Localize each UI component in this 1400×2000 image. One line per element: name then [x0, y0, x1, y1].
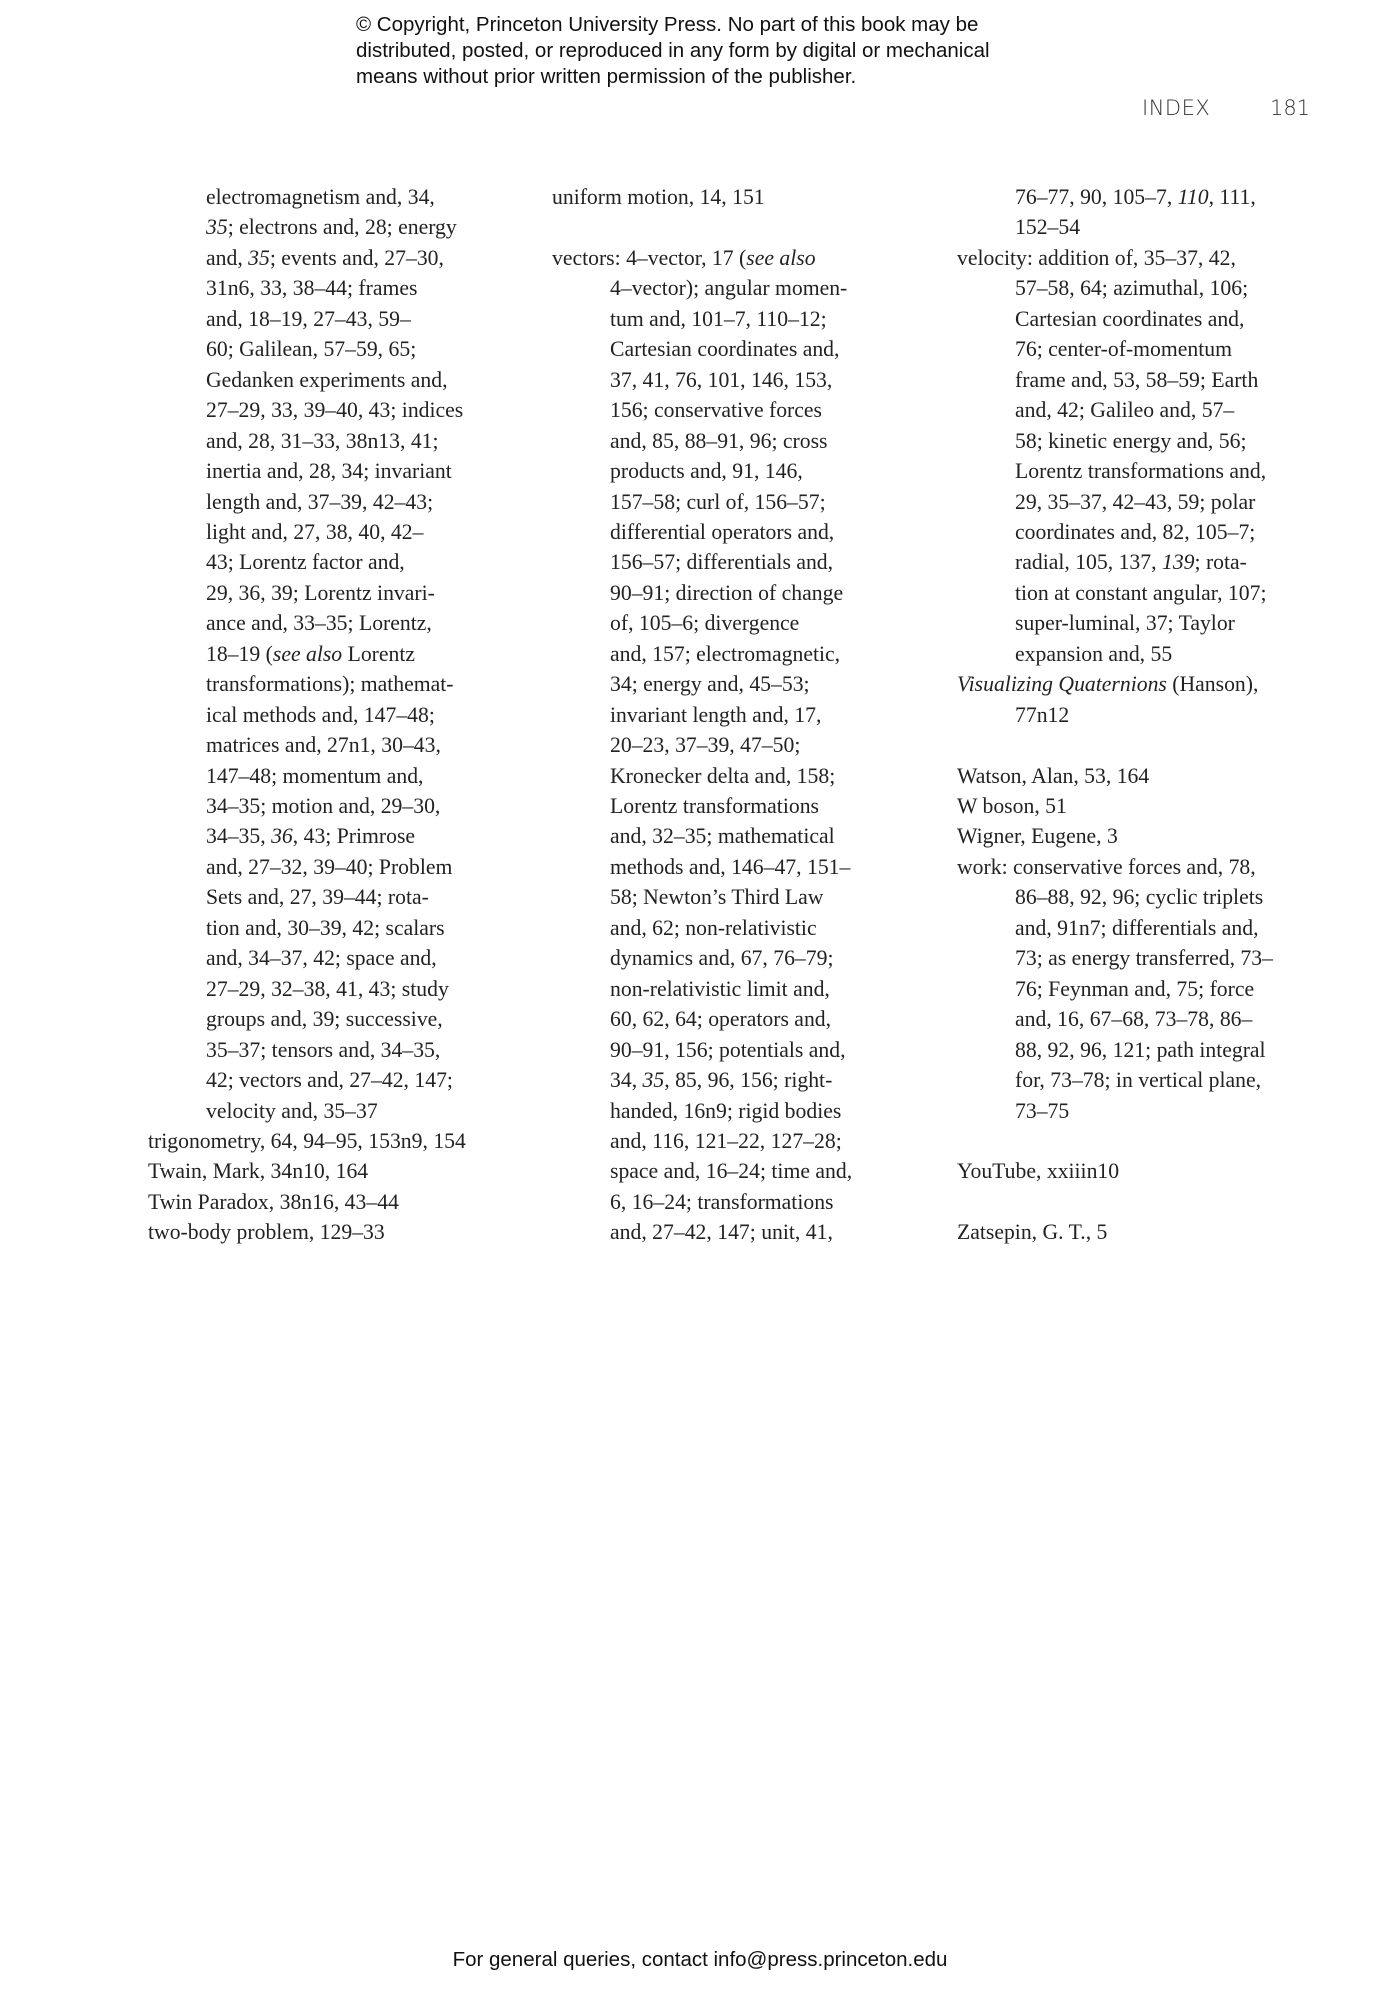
- index-subentry-line: [1015, 182, 1256, 212]
- index-subentry-line: [1015, 395, 1234, 425]
- index-subentry-line: [610, 669, 810, 699]
- index-entry-line: [957, 821, 1118, 851]
- entry-text: Wigner, Eugene, 3: [957, 824, 1118, 849]
- entry-text: 37, 41, 76, 101, 146, 153,: [610, 367, 833, 392]
- entry-text: and, 62; non-relativistic: [610, 915, 817, 940]
- entry-text: non-relativistic limit and,: [610, 976, 830, 1001]
- entry-text: 73; as energy transferred, 73–: [1015, 946, 1273, 971]
- index-subentry-line: [610, 608, 799, 638]
- index-subentry-line: [206, 943, 437, 973]
- entry-text: 42; vectors and, 27–42, 147;: [206, 1068, 453, 1093]
- entry-text: uniform motion, 14, 151: [552, 185, 765, 209]
- entry-text: ; rota-: [1194, 550, 1247, 575]
- entry-text: 18–19 (: [206, 641, 273, 666]
- entry-text: space and, 16–24; time and,: [610, 1159, 853, 1184]
- index-subentry-line: [1015, 1096, 1069, 1126]
- index-subentry-line: [1015, 974, 1254, 1004]
- entry-text: of, 105–6; divergence: [610, 611, 800, 636]
- entry-text: 58; kinetic energy and, 56;: [1015, 428, 1247, 453]
- italic-text: see also: [272, 641, 343, 666]
- index-subentry-line: [610, 852, 850, 882]
- index-subentry-line: [1015, 578, 1267, 608]
- index-subentry-line: [206, 456, 452, 486]
- index-subentry-line: [1015, 913, 1259, 943]
- index-subentry-line: [206, 821, 415, 851]
- italic-text: 36: [271, 824, 293, 849]
- index-entry-line: [148, 1156, 368, 1186]
- index-subentry-line: [610, 1065, 832, 1095]
- running-head-section: INDEX: [1142, 96, 1211, 120]
- index-subentry-line: [1015, 517, 1255, 547]
- italic-text: 35: [206, 215, 228, 240]
- entry-text: electromagnetism and, 34,: [206, 185, 435, 209]
- entry-text: and, 34–37, 42; space and,: [206, 946, 437, 971]
- entry-text: methods and, 146–47, 151–: [610, 854, 851, 879]
- entry-text: tum and, 101–7, 110–12;: [610, 306, 827, 331]
- entry-text: and, 18–19, 27–43, 59–: [206, 306, 411, 331]
- entry-text: light and, 27, 38, 40, 42–: [206, 519, 424, 544]
- entry-text: 34–35; motion and, 29–30,: [206, 794, 441, 818]
- index-entry-line: [552, 243, 816, 273]
- entry-text: 88, 92, 96, 121; path integral: [1015, 1037, 1266, 1062]
- index-subentry-line: [1015, 273, 1248, 303]
- index-subentry-line: [206, 487, 433, 517]
- index-subentry-line: [610, 913, 817, 943]
- index-subentry-line: [610, 426, 827, 456]
- entry-text: Lorentz: [342, 641, 416, 666]
- index-subentry-line: [610, 1156, 852, 1186]
- index-entry-line: [148, 1126, 466, 1156]
- index-subentry-line: [610, 456, 803, 486]
- copyright-line: distributed, posted, or reproduced in any form by digital or mechanical: [356, 39, 990, 62]
- entry-text: expansion and, 55: [1015, 641, 1173, 666]
- index-entry-line: [957, 852, 1256, 882]
- entry-text: invariant length and, 17,: [610, 702, 822, 727]
- index-entry-line: [957, 669, 1258, 699]
- index-subentry-line: [206, 791, 440, 821]
- entry-text: and, 16, 67–68, 73–78, 86–: [1015, 1007, 1253, 1032]
- italic-text: 35: [642, 1068, 665, 1093]
- entry-text: frame and, 53, 58–59; Earth: [1015, 367, 1259, 392]
- entry-text: 156; conservative forces: [610, 398, 822, 423]
- index-subentry-line: [206, 426, 439, 456]
- index-subentry-line: [206, 1065, 453, 1095]
- index-subentry-line: [1015, 334, 1232, 364]
- index-subentry-line: [1015, 700, 1069, 730]
- entry-text: Gedanken experiments and,: [206, 367, 448, 392]
- copyright-notice: [356, 12, 1116, 90]
- index-subentry-line: [206, 212, 457, 242]
- index-subentry-line: [206, 1035, 440, 1065]
- copyright-line: © Copyright, Princeton University Press. No part of this book may be: [356, 13, 979, 36]
- entry-text: 4–vector); angular momen-: [610, 276, 848, 301]
- entry-text: tion at constant angular, 107;: [1015, 580, 1267, 605]
- page-number: 181: [1270, 96, 1311, 120]
- entry-text: length and, 37–39, 42–43;: [206, 489, 434, 514]
- entry-text: Cartesian coordinates and,: [610, 337, 840, 362]
- entry-text: 27–29, 32–38, 41, 43; study: [206, 976, 449, 1001]
- copyright-line: means without prior written permission of the publisher.: [356, 65, 857, 88]
- index-entry-line: [957, 1217, 1107, 1247]
- entry-text: 29, 35–37, 42–43, 59; polar: [1015, 489, 1256, 514]
- index-entry-line: [957, 791, 1067, 821]
- index-subentry-line: [1015, 1035, 1266, 1065]
- entry-text: 157–58; curl of, 156–57;: [610, 489, 826, 514]
- index-subentry-line: [610, 273, 847, 303]
- entry-text: 20–23, 37–39, 47–50;: [610, 733, 801, 758]
- index-subentry-line: [1015, 1065, 1261, 1095]
- entry-text: super-luminal, 37; Taylor: [1015, 611, 1235, 636]
- entry-text: , 43; Primrose: [292, 824, 416, 849]
- entry-text: W boson, 51: [957, 794, 1067, 818]
- entry-text: (Hanson),: [1166, 672, 1259, 697]
- entry-text: 90–91; direction of change: [610, 580, 844, 605]
- index-subentry-line: [206, 517, 423, 547]
- entry-text: 29, 36, 39; Lorentz invari-: [206, 580, 435, 605]
- entry-text: 34,: [610, 1068, 643, 1093]
- entry-text: ical methods and, 147–48;: [206, 702, 435, 727]
- entry-text: vectors: 4–vector, 17 (: [552, 245, 747, 270]
- index-subentry-line: [610, 974, 830, 1004]
- index-subentry-line: [206, 700, 435, 730]
- index-subentry-line: [610, 1096, 841, 1126]
- entry-text: transformations); mathemat-: [206, 672, 454, 697]
- index-subentry-line: [610, 334, 839, 364]
- entry-text: 6, 16–24; transformations: [610, 1189, 834, 1214]
- entry-text: Cartesian coordinates and,: [1015, 306, 1245, 331]
- entry-text: inertia and, 28, 34; invariant: [206, 459, 452, 484]
- entry-text: 58; Newton’s Third Law: [610, 885, 824, 910]
- entry-text: dynamics and, 67, 76–79;: [610, 946, 834, 971]
- entry-text: and, 85, 88–91, 96; cross: [610, 428, 828, 453]
- index-subentry-line: [206, 1004, 443, 1034]
- index-subentry-line: [610, 365, 832, 395]
- index-subentry-line: [1015, 547, 1247, 577]
- index-subentry-line: [610, 821, 835, 851]
- entry-text: Lorentz transformations and,: [1015, 459, 1267, 484]
- entry-text: 73–75: [1015, 1098, 1070, 1123]
- index-subentry-line: [206, 730, 441, 760]
- entry-text: , 85, 96, 156; right-: [664, 1068, 833, 1093]
- index-subentry-line: [610, 730, 800, 760]
- entry-text: Kronecker delta and, 158;: [610, 763, 836, 788]
- italic-text: Visualizing Quaternions: [957, 672, 1167, 697]
- index-subentry-line: [1015, 365, 1258, 395]
- index-subentry-line: [206, 669, 454, 699]
- index-subentry-line: [1015, 456, 1266, 486]
- entry-text: 43; Lorentz factor and,: [206, 550, 405, 575]
- entry-text: trigonometry, 64, 94–95, 153n9, 154: [148, 1128, 466, 1153]
- entry-text: and, 28, 31–33, 38n13, 41;: [206, 428, 439, 453]
- index-subentry-line: [206, 273, 417, 303]
- index-subentry-line: [206, 182, 435, 212]
- index-subentry-line: [206, 304, 411, 334]
- entry-text: 27–29, 33, 39–40, 43; indices: [206, 398, 464, 423]
- index-subentry-line: [610, 1126, 842, 1156]
- entry-text: matrices and, 27n1, 30–43,: [206, 733, 441, 758]
- entry-text: and, 116, 121–22, 127–28;: [610, 1128, 842, 1153]
- italic-text: 139: [1161, 550, 1195, 575]
- index-entry-line: [148, 1187, 399, 1217]
- entry-text: ; events and, 27–30,: [269, 245, 444, 270]
- index-subentry-line: [206, 761, 423, 791]
- index-subentry-line: [206, 334, 416, 364]
- entry-text: radial, 105, 137,: [1015, 550, 1162, 575]
- index-subentry-line: [610, 395, 822, 425]
- index-subentry-line: [1015, 426, 1246, 456]
- entry-text: handed, 16n9; rigid bodies: [610, 1098, 842, 1123]
- entry-text: and,: [206, 245, 249, 270]
- entry-text: 34; energy and, 45–53;: [610, 672, 810, 697]
- index-subentry-line: [206, 243, 444, 273]
- entry-text: velocity and, 35–37: [206, 1098, 378, 1123]
- index-subentry-line: [206, 913, 445, 943]
- index-subentry-line: [1015, 639, 1172, 669]
- entry-text: tion and, 30–39, 42; scalars: [206, 915, 445, 940]
- index-subentry-line: [1015, 943, 1273, 973]
- entry-text: Watson, Alan, 53, 164: [957, 763, 1150, 788]
- index-subentry-line: [1015, 608, 1235, 638]
- entry-text: 34–35,: [206, 824, 272, 849]
- index-entry-line: [957, 761, 1149, 791]
- index-subentry-line: [206, 395, 463, 425]
- entry-text: 57–58, 64; azimuthal, 106;: [1015, 276, 1249, 301]
- index-subentry-line: [610, 304, 827, 334]
- index-subentry-line: [1015, 212, 1080, 242]
- index-subentry-line: [610, 1004, 831, 1034]
- index-entry-line: [957, 1156, 1119, 1186]
- index-subentry-line: [610, 882, 823, 912]
- index-subentry-line: [1015, 1004, 1252, 1034]
- entry-text: Twain, Mark, 34n10, 164: [148, 1159, 369, 1184]
- index-subentry-line: [610, 1187, 833, 1217]
- entry-text: products and, 91, 146,: [610, 459, 803, 484]
- entry-text: velocity: addition of, 35–37, 42,: [957, 245, 1236, 270]
- index-subentry-line: [610, 517, 834, 547]
- italic-text: 110: [1177, 185, 1209, 209]
- entry-text: for, 73–78; in vertical plane,: [1015, 1068, 1262, 1093]
- entry-text: 31n6, 33, 38–44; frames: [206, 276, 418, 301]
- entry-text: two-body problem, 129–33: [148, 1220, 385, 1245]
- index-subentry-line: [610, 943, 833, 973]
- index-entry-line: [148, 1217, 385, 1247]
- entry-text: coordinates and, 82, 105–7;: [1015, 519, 1256, 544]
- index-subentry-line: [610, 700, 821, 730]
- index-subentry-line: [206, 608, 432, 638]
- entry-text: 60, 62, 64; operators and,: [610, 1007, 832, 1032]
- entry-text: and, 157; electromagnetic,: [610, 641, 841, 666]
- index-subentry-line: [610, 761, 835, 791]
- index-entry-line: [552, 182, 765, 212]
- index-subentry-line: [206, 578, 435, 608]
- entry-text: groups and, 39; successive,: [206, 1007, 443, 1032]
- entry-text: Sets and, 27, 39–44; rota-: [206, 885, 429, 910]
- entry-text: and, 42; Galileo and, 57–: [1015, 398, 1235, 423]
- index-subentry-line: [206, 882, 429, 912]
- entry-text: Twin Paradox, 38n16, 43–44: [148, 1189, 399, 1214]
- entry-text: 35–37; tensors and, 34–35,: [206, 1037, 441, 1062]
- entry-text: and, 27–42, 147; unit, 41,: [610, 1220, 833, 1245]
- index-subentry-line: [1015, 304, 1244, 334]
- entry-text: YouTube, xxiiin10: [957, 1159, 1120, 1184]
- index-subentry-line: [206, 547, 405, 577]
- entry-text: , 111,: [1208, 185, 1256, 209]
- entry-text: ; electrons and, 28; energy: [227, 215, 457, 240]
- index-subentry-line: [1015, 882, 1263, 912]
- entry-text: Zatsepin, G. T., 5: [957, 1220, 1108, 1245]
- entry-text: work: conservative forces and, 78,: [957, 854, 1256, 879]
- entry-text: 76–77, 90, 105–7,: [1015, 185, 1178, 209]
- index-subentry-line: [610, 639, 840, 669]
- entry-text: Lorentz transformations: [610, 794, 819, 818]
- index-subentry-line: [206, 365, 448, 395]
- index-entry-line: [957, 243, 1236, 273]
- index-subentry-line: [610, 1217, 833, 1247]
- running-head: [1100, 96, 1311, 126]
- footer-contact: For general queries, contact info@press.princeton.edu: [452, 1948, 948, 1971]
- entry-text: and, 91n7; differentials and,: [1015, 915, 1259, 940]
- entry-text: and, 27–32, 39–40; Problem: [206, 854, 453, 879]
- index-subentry-line: [206, 1096, 378, 1126]
- entry-text: 77n12: [1015, 702, 1070, 727]
- index-subentry-line: [610, 487, 826, 517]
- index-subentry-line: [206, 639, 415, 669]
- index-subentry-line: [610, 578, 843, 608]
- entry-text: 86–88, 92, 96; cyclic triplets: [1015, 885, 1264, 910]
- italic-text: see also: [746, 245, 816, 270]
- index-subentry-line: [610, 791, 819, 821]
- index-subentry-line: [206, 852, 452, 882]
- index-subentry-line: [1015, 487, 1255, 517]
- index-subentry-line: [610, 1035, 846, 1065]
- entry-text: ance and, 33–35; Lorentz,: [206, 611, 432, 636]
- italic-text: 35: [248, 245, 270, 270]
- entry-text: 76; center-of-momentum: [1015, 337, 1232, 362]
- entry-text: 90–91, 156; potentials and,: [610, 1037, 846, 1062]
- entry-text: differential operators and,: [610, 519, 835, 544]
- entry-text: 156–57; differentials and,: [610, 550, 834, 575]
- entry-text: and, 32–35; mathematical: [610, 824, 835, 849]
- entry-text: 76; Feynman and, 75; force: [1015, 976, 1255, 1001]
- entry-text: 147–48; momentum and,: [206, 763, 424, 788]
- index-subentry-line: [206, 974, 449, 1004]
- index-subentry-line: [610, 547, 833, 577]
- entry-text: 152–54: [1015, 215, 1081, 240]
- entry-text: 60; Galilean, 57–59, 65;: [206, 337, 417, 362]
